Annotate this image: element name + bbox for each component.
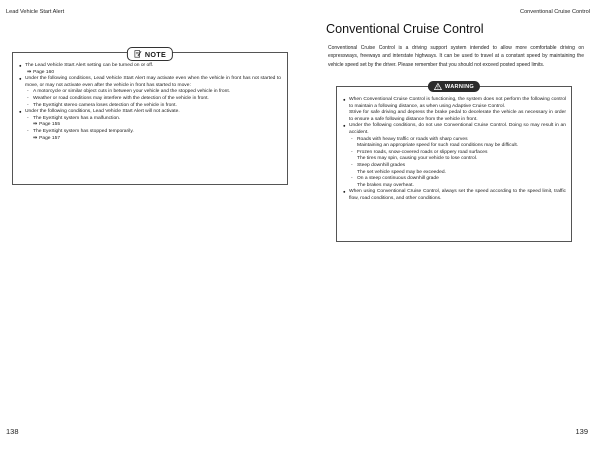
- warning-item: [343, 97, 566, 123]
- page-reference-text: Page 155: [39, 122, 61, 128]
- warning-subitem: [349, 176, 566, 189]
- note-box: [12, 49, 288, 185]
- warning-subitem-text: - Steep downhill grades: [357, 162, 406, 168]
- page-reference-text: Page 160: [33, 69, 55, 75]
- running-header-right: Conventional Cruise Control: [520, 9, 590, 15]
- warning-subitem-detail: The tires may spin, causing your vehicle to lose control.: [357, 156, 478, 162]
- note-subitem-text: - The EyeSight system has a malfunction.: [33, 115, 121, 121]
- warning-subitem-text: - On a steep continuous downhill grade: [357, 176, 439, 182]
- warning-item-text: ● When using Conventional Cruise Control, always set the speed according to the speed limit, traffic flow, road conditions, and other conditions.: [349, 189, 566, 201]
- note-sublist: [25, 89, 281, 109]
- running-header-left: Lead Vehicle Start Alert: [6, 9, 65, 15]
- page-reference: [33, 122, 281, 129]
- note-item-text: ● Under the following conditions, Lead Vehicle Start Alert may activate even when the vehicle in front has not started to move, or may not activate even after the vehicle in front has started to move:: [25, 76, 281, 88]
- warning-subitem-detail: The brakes may overheat.: [357, 182, 414, 188]
- warning-subitem: [349, 163, 566, 176]
- right-page: [300, 0, 600, 450]
- arrow-icon: ⇒: [33, 135, 38, 141]
- warning-item: [343, 189, 566, 202]
- warning-badge-label: WARNING: [444, 83, 475, 90]
- warning-item: [343, 123, 566, 189]
- note-badge-label: NOTE: [144, 49, 167, 59]
- page-number-left: 138: [6, 427, 19, 436]
- note-body: [19, 63, 281, 142]
- note-subitem: [25, 116, 281, 129]
- note-badge: [127, 47, 173, 61]
- warning-triangle-icon: [434, 83, 442, 90]
- note-list: [19, 63, 281, 142]
- warning-sublist: [349, 137, 566, 190]
- note-item-text: ● The Lead Vehicle Start Alert setting can be turned on or off.: [25, 63, 154, 68]
- note-item: [19, 109, 281, 142]
- note-item: [19, 63, 281, 76]
- warning-body: [343, 97, 566, 203]
- warning-item-text: ● Under the following conditions, do not use Conventional Cruise Control. Doing so may result in an accident.: [349, 123, 566, 135]
- arrow-icon: ⇒: [27, 69, 32, 75]
- warning-subitem-text: - Frozen roads, snow-covered roads or slippery road surfaces: [357, 149, 488, 155]
- warning-subitem-detail: Maintaining an appropriate speed for such road conditions may be difficult.: [357, 143, 519, 149]
- warning-badge: [428, 81, 480, 92]
- note-subitem: - A motorcycle or similar object cuts in between your vehicle and the stopped vehicle in front.: [25, 89, 281, 96]
- note-item-text: ● Under the following conditions, Lead Vehicle Start Alert will not activate.: [25, 109, 180, 115]
- warning-box: [336, 83, 572, 242]
- note-subitem: - The EyeSight stereo camera loses detection of the vehicle in front.: [25, 103, 281, 110]
- note-subitem: - Weather or road conditions may interfere with the detection of the vehicle in front.: [25, 96, 281, 103]
- page-reference: [33, 136, 281, 143]
- note-subitem: [25, 129, 281, 142]
- warning-list: [343, 97, 566, 203]
- arrow-icon: ⇒: [33, 122, 38, 128]
- note-pencil-icon: [134, 50, 142, 58]
- intro-paragraph: Conventional Cruise Control is a driving support system intended to allow more comfortable driving on expressways, freeways and interstate highways. It can be used to travel at a constant speed by maintaining the vehicle speed set by the driver. Please remember that you should not exceed posted speed limits.: [328, 45, 584, 68]
- note-item: [19, 76, 281, 109]
- warning-item-detail: Strive for safe driving and depress the brake pedal to decelerate the vehicle as necessary in order to ensure a safe following distance from the vehicle in front.: [349, 110, 566, 122]
- warning-subitem-text: - Roads with heavy traffic or roads with sharp curves: [357, 136, 468, 142]
- note-sublist: [25, 116, 281, 142]
- warning-subitem: [349, 137, 566, 150]
- warning-subitem: [349, 150, 566, 163]
- warning-item-text: ● When Conventional Cruise Control is functioning, the system does not perform the following control to maintain a following distance, as when using Adaptive Cruise Control.: [349, 97, 566, 109]
- note-subitem-text: - The EyeSight system has stopped temporarily.: [33, 128, 134, 134]
- warning-subitem-detail: The set vehicle speed may be exceeded.: [357, 169, 446, 175]
- page-number-right: 139: [575, 427, 588, 436]
- section-title: Conventional Cruise Control: [326, 22, 484, 36]
- page-reference-text: Page 157: [39, 135, 61, 141]
